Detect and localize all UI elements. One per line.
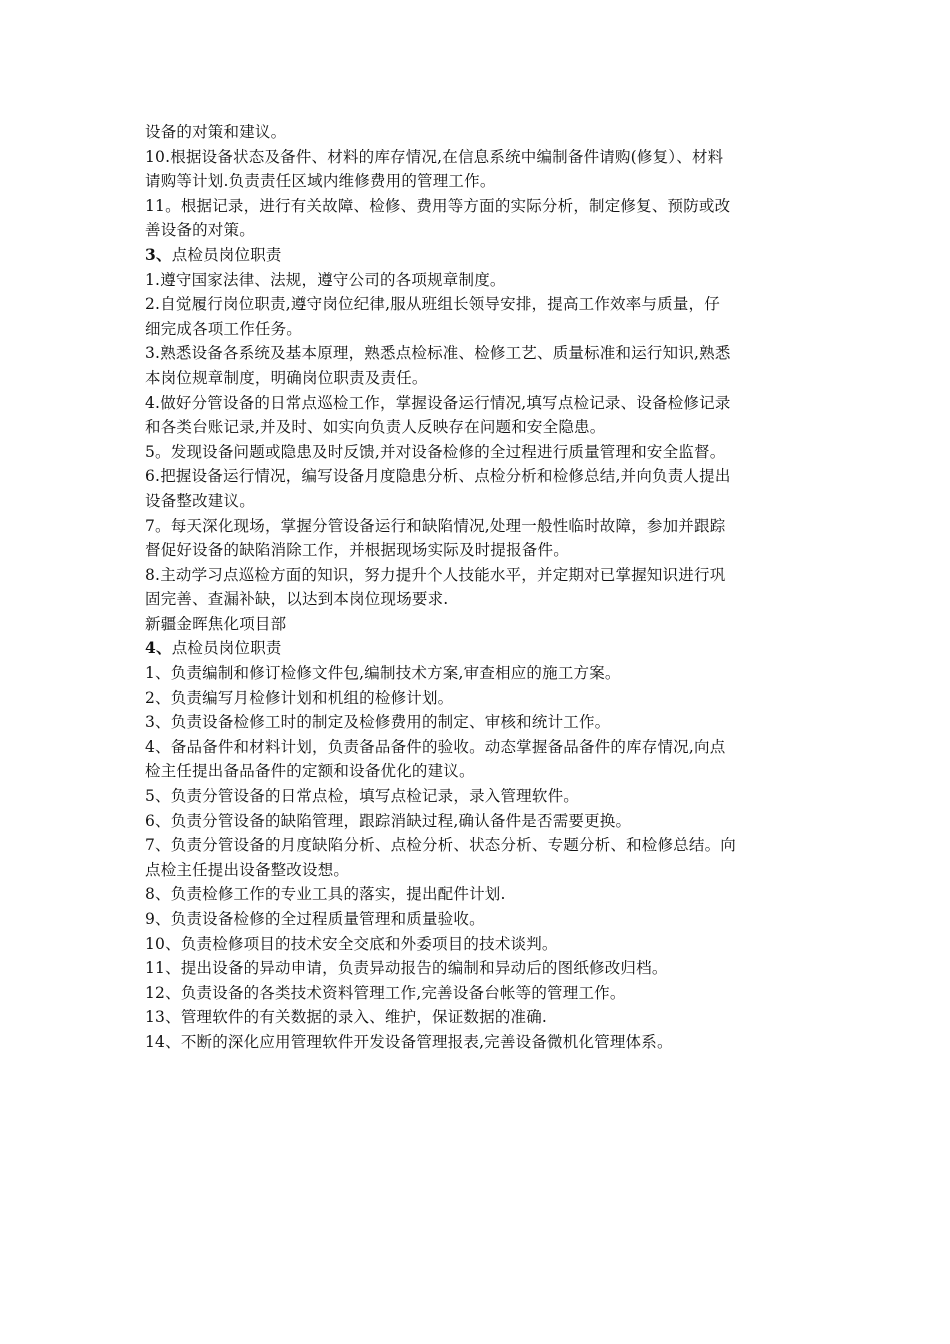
heading-number: 3、 (145, 244, 172, 264)
text-line: 2、负责编写月检修计划和机组的检修计划。 (145, 688, 454, 707)
text-line: 5、负责分管设备的日常点检，填写点检记录，录入管理软件。 (145, 787, 579, 806)
text-line: 本岗位规章制度，明确岗位职责及责任。 (145, 368, 428, 387)
text-line: 10、负责检修项目的技术安全交底和外委项目的技术谈判。 (145, 934, 558, 953)
section-heading-3 (145, 243, 810, 268)
section-heading-4 (145, 636, 810, 661)
text-line: 检主任提出备品备件的定额和设备优化的建议。 (145, 762, 475, 781)
text-line: 7。每天深化现场，掌握分管设备运行和缺陷情况,处理一般性临时故障，参加并跟踪 (145, 516, 726, 535)
text-line: 4.做好分管设备的日常点巡检工作，掌握设备运行情况,填写点检记录、设备检修记录 (145, 393, 731, 412)
text-line: 12、负责设备的各类技术资料管理工作,完善设备台帐等的管理工作。 (145, 983, 626, 1002)
text-line: 细完成各项工作任务。 (145, 319, 303, 338)
text-line: 6.把握设备运行情况，编写设备月度隐患分析、点检分析和检修总结,并向负责人提出 (145, 467, 731, 486)
text-line: 3.熟悉设备各系统及基本原理，熟悉点检标准、检修工艺、质量标准和运行知识,熟悉 (145, 344, 731, 363)
heading-text: 点检员岗位职责 (171, 245, 282, 264)
text-line: 3、负责设备检修工时的制定及检修费用的制定、审核和统计工作。 (145, 713, 611, 732)
text-line: 1、负责编制和修订检修文件包,编制技术方案,审查相应的施工方案。 (145, 664, 621, 683)
text-line: 11、提出设备的异动申请，负责异动报告的编制和异动后的图纸修改归档。 (145, 959, 668, 978)
text-line: 和各类台账记录,并及时、如实向负责人反映存在问题和安全隐患。 (145, 418, 606, 437)
text-line: 8.主动学习点巡检方面的知识，努力提升个人技能水平，并定期对已掌握知识进行巩 (145, 565, 726, 584)
project-name: 新疆金晖焦化项目部 (145, 614, 287, 633)
text-line: 8、负责检修工作的专业工具的落实，提出配件计划. (145, 885, 506, 904)
text-line: 9、负责设备检修的全过程质量管理和质量验收。 (145, 910, 485, 928)
text-line: 13、管理软件的有关数据的录入、维护，保证数据的准确. (145, 1008, 548, 1027)
text-line: 请购等计划.负责责任区域内维修费用的管理工作。 (145, 172, 496, 191)
text-line: 1.遵守国家法律、法规，遵守公司的各项规章制度。 (145, 270, 506, 289)
text-line: 6、负责分管设备的缺陷管理，跟踪消缺过程,确认备件是否需要更换。 (145, 811, 632, 830)
text-line: 固完善、查漏补缺，以达到本岗位现场要求. (145, 590, 449, 609)
heading-number: 4、 (145, 638, 172, 658)
text-line: 2.自觉履行岗位职责,遵守岗位纪律,服从班组长领导安排，提高工作效率与质量，仔 (145, 295, 720, 314)
text-line: 11。根据记录，进行有关故障、检修、费用等方面的实际分析，制定修复、预防或改 (145, 196, 731, 215)
text-line: 14、不断的深化应用管理软件开发设备管理报表,完善设备微机化管理体系。 (145, 1032, 673, 1051)
text-line: 设备整改建议。 (145, 491, 255, 510)
text-line: 点检主任提出设备整改设想。 (145, 860, 350, 879)
document-page (145, 120, 810, 1055)
text-line: 4、备品备件和材料计划，负责备品备件的验收。动态掌握备品备件的库存情况,向点 (145, 737, 726, 756)
text-line: 5。发现设备问题或隐患及时反馈,并对设备检修的全过程进行质量管理和安全监督。 (145, 442, 726, 461)
text-line: 善设备的对策。 (145, 221, 255, 240)
text-line: 督促好设备的缺陷消除工作，并根据现场实际及时提报备件。 (145, 541, 569, 560)
text-line: 10.根据设备状态及备件、材料的库存情况,在信息系统中编制备件请购(修复）、材料 (145, 147, 724, 166)
text-line: 设备的对策和建议。 (145, 123, 287, 141)
heading-text: 点检员岗位职责 (171, 639, 282, 658)
text-line: 7、负责分管设备的月度缺陷分析、点检分析、状态分析、专题分析、和检修总结。向 (145, 836, 736, 855)
